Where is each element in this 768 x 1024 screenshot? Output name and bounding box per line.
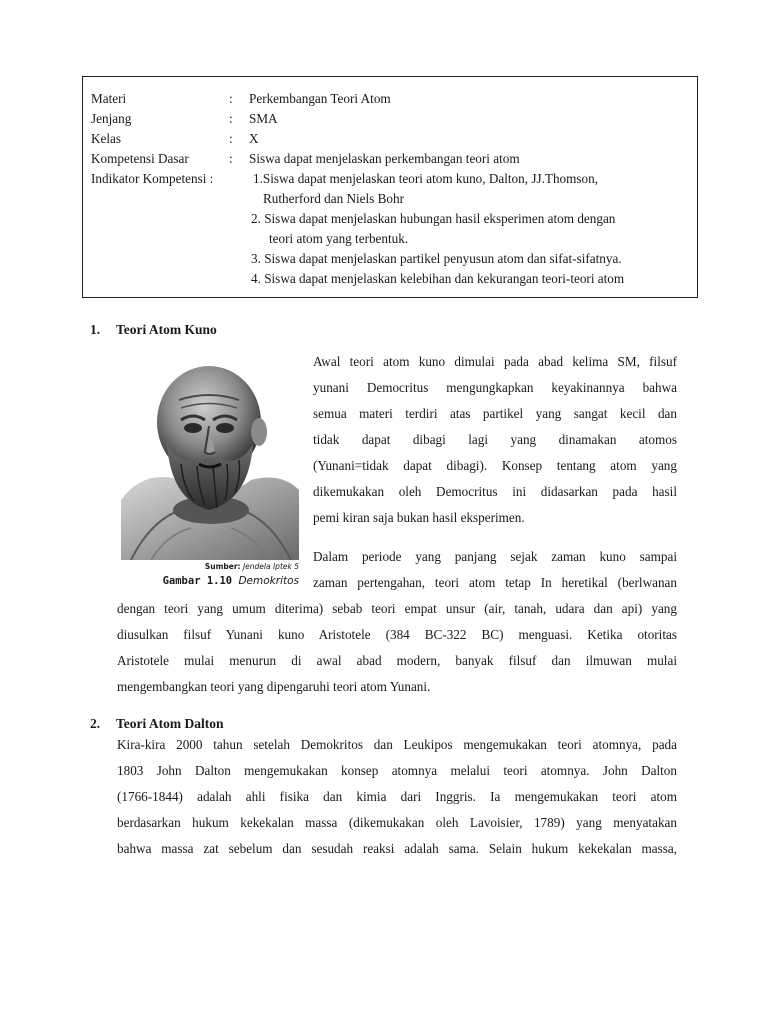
info-colon: :	[229, 151, 233, 166]
paragraph-line: (1766-1844) adalah ahli fisika dan kimia dari Inggris. Ia mengemukakan teori atom	[117, 789, 677, 804]
info-label: Jenjang	[91, 111, 132, 126]
info-value: Siswa dapat menjelaskan perkembangan teori atom	[249, 151, 520, 166]
info-value: SMA	[249, 111, 278, 126]
info-row-materi	[83, 89, 697, 109]
paragraph-line: tidak dapat dibagi lagi yang dinamakan atomos	[313, 432, 677, 447]
figure-source-label: Sumber:	[204, 562, 241, 571]
indicator-line: 4. Siswa dapat menjelaskan kelebihan dan kekurangan teori-teori atom	[251, 271, 625, 286]
info-row-jenjang	[83, 109, 697, 129]
info-row-kelas	[83, 129, 697, 149]
paragraph-line: 1803 John Dalton mengemukakan konsep atomnya melalui teori atomnya. John Dalton	[117, 763, 677, 778]
figure-source	[121, 562, 299, 571]
section-title: Teori Atom Kuno	[116, 322, 217, 337]
indicator-line: 3. Siswa dapat menjelaskan partikel penyusun atom dan sifat-sifatnya.	[251, 251, 622, 266]
indicator-line: 2. Siswa dapat menjelaskan hubungan hasil eksperimen atom dengan	[251, 211, 616, 226]
info-label: Kelas	[91, 131, 122, 146]
info-row-kompetensi-dasar	[83, 149, 697, 169]
democritus-bust-image	[121, 360, 299, 560]
indicator-line: Rutherford dan Niels Bohr	[263, 191, 405, 206]
section-1-paragraph-2-full	[117, 596, 677, 700]
paragraph-line: bahwa massa zat sebelum dan sesudah reaksi adalah sama. Selain hukum kekekalan massa,	[117, 841, 677, 856]
info-colon: :	[229, 111, 233, 126]
section-2-paragraph	[117, 732, 677, 862]
info-row-indikator	[83, 169, 697, 189]
paragraph-line: Awal teori atom kuno dimulai pada abad kelima SM, filsuf	[313, 354, 677, 369]
section-number: 1.	[90, 322, 101, 337]
paragraph-line: berdasarkan hukum kekekalan massa (dikemukakan oleh Lavoisier, 1789) yang menyatakan	[117, 815, 677, 830]
figure-caption	[121, 575, 299, 587]
paragraph-line: pemi kiran saja bukan hasil eksperimen.	[313, 510, 525, 525]
paragraph-line: semua materi terdiri atas partikel yang sangat kecil dan	[313, 406, 677, 421]
info-value: 1.Siswa dapat menjelaskan teori atom kuno, Dalton, JJ.Thomson,	[253, 171, 599, 186]
paragraph-line: Aristotele mulai menurun di awal abad modern, banyak filsuf dan ilmuwan mulai	[117, 653, 677, 668]
info-label: Kompetensi Dasar	[91, 151, 189, 166]
info-colon: :	[229, 91, 233, 106]
indicator-line: teori atom yang terbentuk.	[269, 231, 409, 246]
paragraph-line: dengan teori yang umum diterima) sebab teori empat unsur (air, tanah, udara dan api) yang	[117, 601, 677, 616]
section-1-paragraph-2-side	[313, 544, 677, 596]
paragraph-line: diusulkan filsuf Yunani kuno Aristotele (384 BC-322 BC) menguasi. Ketika otoritas	[117, 627, 677, 642]
info-label: Indikator Kompetensi :	[91, 171, 214, 186]
section-title: Teori Atom Dalton	[116, 716, 224, 731]
figure-source-text: Jendela Iptek 5	[242, 562, 299, 571]
info-label: Materi	[91, 91, 127, 106]
figure-caption-text: Demokritos	[238, 575, 299, 587]
paragraph-line: Dalam periode yang panjang sejak zaman kuno sampai	[313, 549, 677, 564]
info-value: Perkembangan Teori Atom	[249, 91, 391, 106]
paragraph-line: yunani Democritus mengungkapkan keyakinannya bahwa	[313, 380, 677, 395]
paragraph-line: zaman pertengahan, teori atom tetap In heretikal (berlwanan	[313, 575, 677, 590]
info-box	[82, 76, 698, 298]
paragraph-line: mengembangkan teori yang dipengaruhi teori atom Yunani.	[117, 679, 431, 694]
section-number: 2.	[90, 716, 101, 731]
figure-caption-label: Gambar 1.10	[162, 575, 233, 587]
info-colon: :	[229, 131, 233, 146]
paragraph-line: (Yunani=tidak dapat dibagi). Konsep tentang atom yang	[313, 458, 677, 473]
section-1-paragraph-1	[313, 349, 677, 531]
info-value: X	[249, 131, 259, 146]
paragraph-line: Kira-kira 2000 tahun setelah Demokritos dan Leukipos mengemukakan teori atomnya, pada	[117, 737, 677, 752]
paragraph-line: dikemukakan oleh Democritus ini didasarkan pada hasil	[313, 484, 677, 499]
